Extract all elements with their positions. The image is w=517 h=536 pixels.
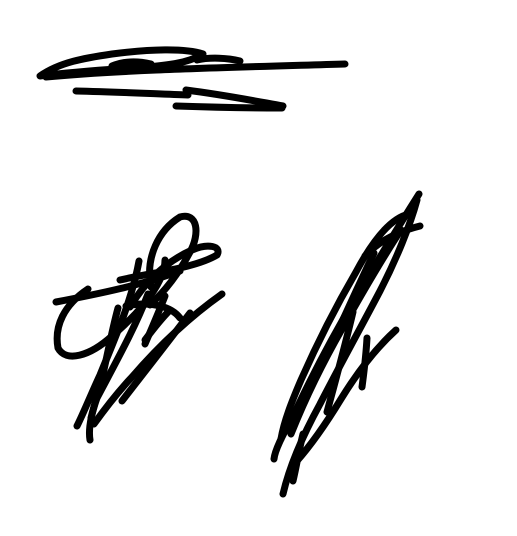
lower-right-diagonal-scribble — [274, 194, 420, 494]
lower-left-tangled-scribble — [56, 216, 222, 440]
top-horizontal-scribble — [40, 50, 345, 108]
